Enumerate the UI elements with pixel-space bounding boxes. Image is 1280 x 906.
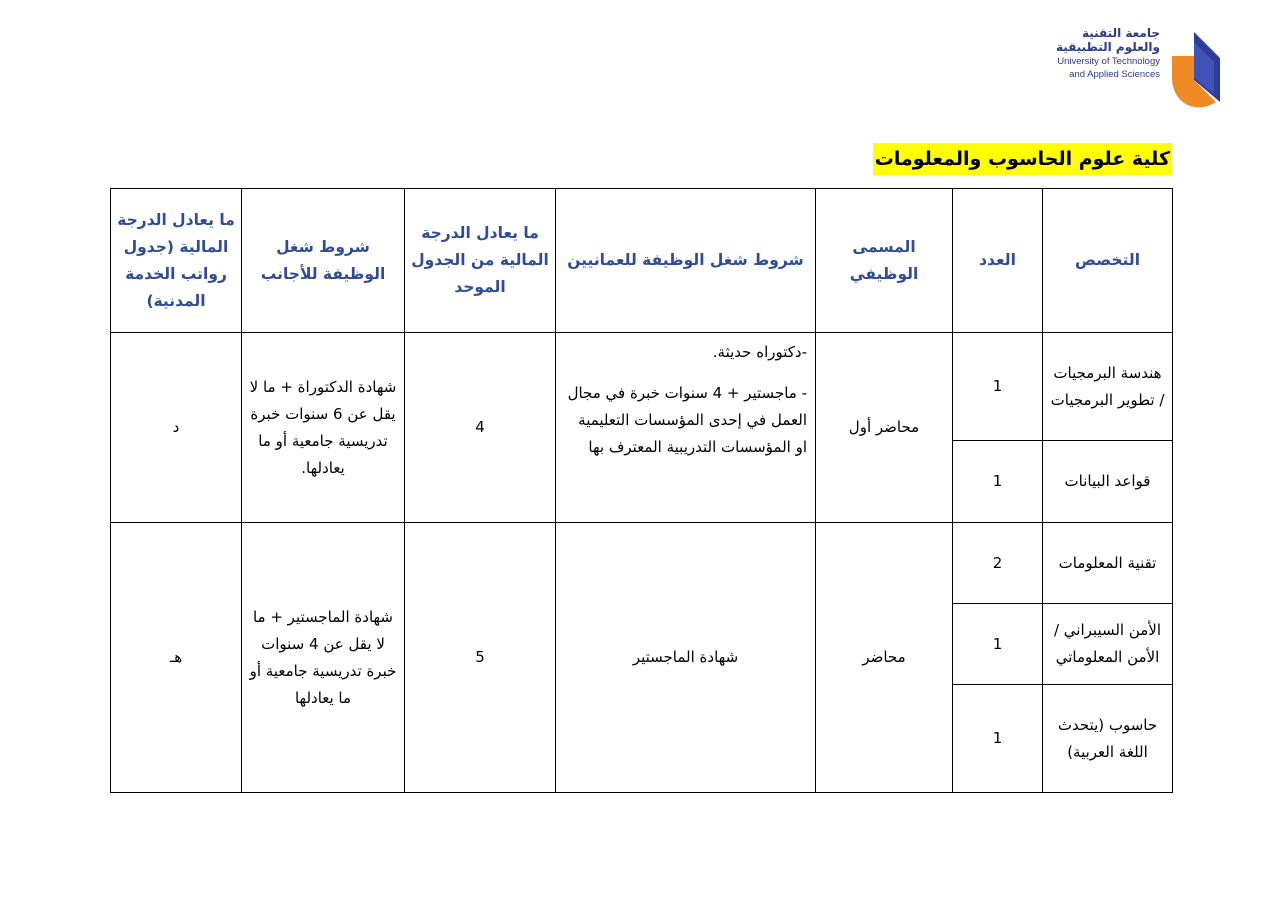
job-title-cell: محاضر أول: [816, 333, 953, 523]
count-cell: 1: [953, 441, 1043, 523]
unified-grade-cell: 5: [405, 523, 556, 793]
civil-grade-cell: د: [111, 333, 242, 523]
header-job-title: المسمى الوظيفي: [816, 189, 953, 333]
header-count: العدد: [953, 189, 1043, 333]
omani-condition-masters: - ماجستير + 4 سنوات خبرة في مجال العمل في إحدى المؤسسات التعليمية او المؤسسات التدريبية المعترف بها: [567, 384, 807, 456]
logo-text: [1056, 26, 1160, 80]
college-heading: كلية علوم الحاسوب والمعلومات: [873, 143, 1172, 175]
university-logo: [1046, 26, 1226, 108]
job-title-cell: محاضر: [816, 523, 953, 793]
logo-mark-icon: [1170, 28, 1226, 108]
header-unified-grade: ما يعادل الدرجة المالية من الجدول الموحد: [405, 189, 556, 333]
logo-arabic-line-2: والعلوم التطبيقية: [1055, 40, 1160, 54]
logo-english-line-2: and Applied Sciences: [1069, 69, 1160, 80]
omani-conditions-cell: شهادة الماجستير: [556, 523, 816, 793]
logo-english-line-1: University of Technology: [1057, 56, 1160, 67]
specialization-cell: حاسوب (يتحدث اللغة العربية): [1043, 685, 1173, 793]
header-civil-grade: ما يعادل الدرجة المالية (جدول رواتب الخدمة المدنية): [111, 189, 242, 333]
unified-grade-cell: 4: [405, 333, 556, 523]
omani-conditions-cell: [556, 333, 816, 523]
logo-arabic-line-1: جامعة التقنية: [1081, 26, 1160, 40]
count-cell: 1: [953, 333, 1043, 441]
count-cell: 1: [953, 604, 1043, 685]
job-positions-table: [110, 188, 1173, 793]
header-foreign-conditions: شروط شغل الوظيفة للأجانب: [242, 189, 405, 333]
civil-grade-cell: هـ: [111, 523, 242, 793]
omani-condition-doctorate: -دكتوراه حديثة.: [712, 343, 807, 361]
foreign-conditions-cell: شهادة الماجستير + ما لا يقل عن 4 سنوات خبرة تدريسية جامعية أو ما يعادلها: [242, 523, 405, 793]
specialization-cell: قواعد البيانات: [1043, 441, 1173, 523]
header-omani-conditions: شروط شغل الوظيفة للعمانيين: [556, 189, 816, 333]
table-header-row: [111, 189, 1173, 333]
specialization-cell: تقنية المعلومات: [1043, 523, 1173, 604]
table-row: [111, 333, 1173, 441]
specialization-cell: الأمن السيبراني / الأمن المعلوماتي: [1043, 604, 1173, 685]
count-cell: 1: [953, 685, 1043, 793]
count-cell: 2: [953, 523, 1043, 604]
header-specialization: التخصص: [1043, 189, 1173, 333]
specialization-cell: هندسة البرمجيات / تطوير البرمجيات: [1043, 333, 1173, 441]
table-row: [111, 523, 1173, 604]
foreign-conditions-cell: شهادة الدكتوراة + ما لا يقل عن 6 سنوات خبرة تدريسية جامعية أو ما يعادلها.: [242, 333, 405, 523]
